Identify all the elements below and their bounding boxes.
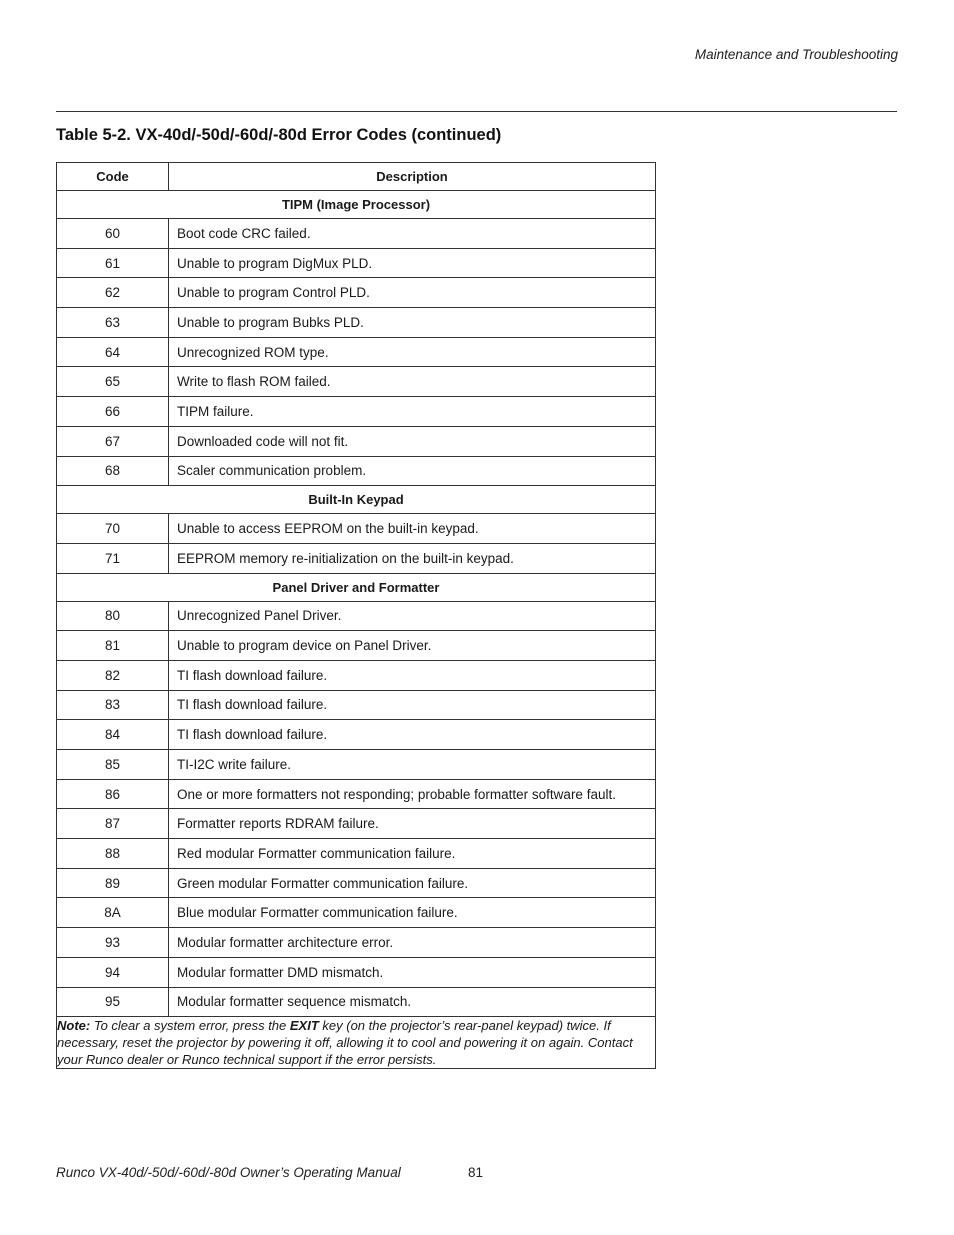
error-code: 60: [57, 219, 169, 249]
section-row: [57, 191, 656, 219]
error-code: 85: [57, 750, 169, 780]
error-description: EEPROM memory re-initialization on the built-in keypad.: [169, 543, 656, 573]
table-caption: Table 5-2. VX-40d/-50d/-60d/-80d Error Codes (continued): [56, 126, 502, 144]
error-description: Modular formatter architecture error.: [169, 928, 656, 958]
section-title: Panel Driver and Formatter: [57, 573, 656, 601]
error-description: TI flash download failure.: [169, 690, 656, 720]
error-description: Unable to program DigMux PLD.: [169, 248, 656, 278]
table-row: [57, 839, 656, 869]
error-code: 71: [57, 543, 169, 573]
section-row: [57, 573, 656, 601]
header-rule: [56, 111, 897, 112]
error-description: Unable to program Control PLD.: [169, 278, 656, 308]
running-header: Maintenance and Troubleshooting: [694, 47, 898, 62]
table-row: [57, 248, 656, 278]
error-code: 82: [57, 660, 169, 690]
error-description: Write to flash ROM failed.: [169, 367, 656, 397]
error-description: Boot code CRC failed.: [169, 219, 656, 249]
error-code: 68: [57, 456, 169, 486]
note-label: Note:: [57, 1018, 91, 1034]
error-code: 95: [57, 987, 169, 1017]
error-description: Unable to program device on Panel Driver.: [169, 631, 656, 661]
note-row: [57, 1017, 656, 1069]
table-body: [57, 191, 656, 1069]
error-code: 89: [57, 868, 169, 898]
error-code: 67: [57, 426, 169, 456]
table-row: [57, 660, 656, 690]
error-description: TI-I2C write failure.: [169, 750, 656, 780]
table-row: [57, 514, 656, 544]
table-row: [57, 337, 656, 367]
error-code: 93: [57, 928, 169, 958]
page-number: 81: [468, 1165, 484, 1180]
error-description: Formatter reports RDRAM failure.: [169, 809, 656, 839]
column-header-code: Code: [57, 163, 169, 191]
error-description: TI flash download failure.: [169, 720, 656, 750]
error-code: 8A: [57, 898, 169, 928]
note-key: EXIT: [289, 1018, 319, 1034]
table-row: [57, 278, 656, 308]
error-description: Downloaded code will not fit.: [169, 426, 656, 456]
error-description: One or more formatters not responding; probable formatter software fault.: [169, 779, 656, 809]
note-text: To clear a system error, press the: [90, 1018, 290, 1034]
error-description: Red modular Formatter communication failure.: [169, 839, 656, 869]
error-code: 65: [57, 367, 169, 397]
table-row: [57, 219, 656, 249]
error-code: 64: [57, 337, 169, 367]
table-row: [57, 601, 656, 631]
error-code: 83: [57, 690, 169, 720]
error-code: 94: [57, 957, 169, 987]
error-description: Unrecognized ROM type.: [169, 337, 656, 367]
error-code: 66: [57, 397, 169, 427]
section-title: TIPM (Image Processor): [57, 191, 656, 219]
table-row: [57, 868, 656, 898]
table-row: [57, 397, 656, 427]
error-code: 84: [57, 720, 169, 750]
note-text: key (on the projector’s rear-panel keypad) twice. If necessary, reset the projector by powering it off, allowing it to cool and powering it on again. Contact your Runco dealer or Runco technical support if the error persists.: [57, 1018, 633, 1068]
table-row: [57, 898, 656, 928]
table-row: [57, 957, 656, 987]
error-description: Unrecognized Panel Driver.: [169, 601, 656, 631]
error-description: Unable to access EEPROM on the built-in keypad.: [169, 514, 656, 544]
error-description: Scaler communication problem.: [169, 456, 656, 486]
table-row: [57, 690, 656, 720]
table-row: [57, 631, 656, 661]
error-description: Blue modular Formatter communication failure.: [169, 898, 656, 928]
table-note: [57, 1017, 656, 1069]
table-row: [57, 367, 656, 397]
table-row: [57, 779, 656, 809]
section-title: Built-In Keypad: [57, 486, 656, 514]
error-description: Modular formatter DMD mismatch.: [169, 957, 656, 987]
error-code: 88: [57, 839, 169, 869]
table-row: [57, 308, 656, 338]
table-row: [57, 987, 656, 1017]
error-description: TI flash download failure.: [169, 660, 656, 690]
table-row: [57, 456, 656, 486]
table-row: [57, 720, 656, 750]
section-row: [57, 486, 656, 514]
error-code: 70: [57, 514, 169, 544]
table-row: [57, 543, 656, 573]
error-code: 87: [57, 809, 169, 839]
error-code: 80: [57, 601, 169, 631]
error-description: TIPM failure.: [169, 397, 656, 427]
error-code: 81: [57, 631, 169, 661]
table-row: [57, 426, 656, 456]
error-code: 63: [57, 308, 169, 338]
error-code: 86: [57, 779, 169, 809]
table-row: [57, 928, 656, 958]
error-code: 61: [57, 248, 169, 278]
error-code: 62: [57, 278, 169, 308]
error-codes-table: [56, 162, 656, 1069]
table-header-row: [57, 163, 656, 191]
column-header-description: Description: [169, 163, 656, 191]
error-description: Unable to program Bubks PLD.: [169, 308, 656, 338]
error-description: Modular formatter sequence mismatch.: [169, 987, 656, 1017]
footer-manual-title: Runco VX-40d/-50d/-60d/-80d Owner’s Operating Manual: [56, 1165, 401, 1180]
error-description: Green modular Formatter communication failure.: [169, 868, 656, 898]
table-row: [57, 750, 656, 780]
table-row: [57, 809, 656, 839]
